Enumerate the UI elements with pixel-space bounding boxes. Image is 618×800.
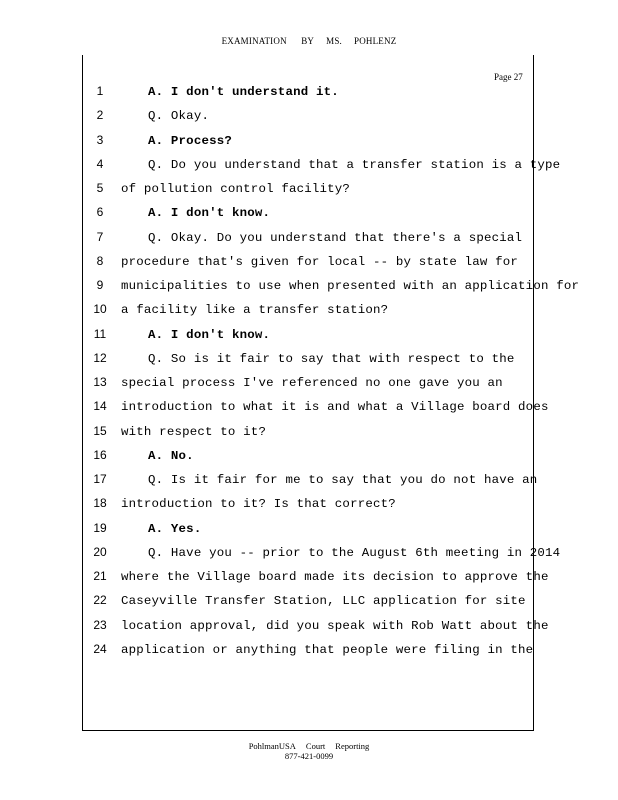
transcript-line xyxy=(0,472,618,496)
transcript-line xyxy=(0,399,618,423)
line-text: introduction to it? Is that correct? xyxy=(121,497,396,512)
page-footer xyxy=(0,741,618,761)
line-number: 1 xyxy=(96,84,104,98)
transcript-line xyxy=(0,545,618,569)
page-number: Page 27 xyxy=(494,72,523,82)
line-number: 13 xyxy=(93,375,107,389)
line-text: municipalities to use when presented with an application for xyxy=(121,279,580,293)
line-text: Q. Okay. xyxy=(148,109,210,124)
line-number: 5 xyxy=(96,181,104,195)
line-text: of pollution control facility? xyxy=(121,182,351,196)
line-number: 11 xyxy=(93,326,107,341)
line-text: A. Process? xyxy=(148,133,232,148)
line-number: 21 xyxy=(93,569,107,583)
line-number: 24 xyxy=(93,641,107,656)
line-number: 22 xyxy=(93,593,107,608)
footer-reporting: Reporting xyxy=(335,741,370,751)
line-number: 20 xyxy=(93,544,107,559)
line-number: 9 xyxy=(96,278,104,292)
line-number: 10 xyxy=(93,302,107,317)
transcript-line xyxy=(0,181,618,205)
line-number: 8 xyxy=(96,253,104,268)
transcript-line xyxy=(0,302,618,326)
line-number: 4 xyxy=(96,156,104,171)
line-number: 16 xyxy=(93,447,107,462)
line-number: 17 xyxy=(93,472,107,486)
page-header xyxy=(0,36,618,46)
transcript-line xyxy=(0,618,618,642)
line-number: 18 xyxy=(93,496,107,511)
line-text: Q. So is it fair to say that with respect to the xyxy=(148,351,515,366)
transcript-line xyxy=(0,84,618,108)
line-number: 3 xyxy=(96,132,104,147)
transcript-line xyxy=(0,278,618,302)
transcript-line xyxy=(0,327,618,351)
line-number: 7 xyxy=(96,229,104,244)
transcript-line xyxy=(0,254,618,278)
line-text: introduction to what it is and what a Village board does xyxy=(121,400,549,415)
line-text: where the Village board made its decision to approve the xyxy=(121,570,549,584)
header-by: BY xyxy=(301,36,315,46)
line-text: A. I don't know. xyxy=(148,327,271,342)
line-text: location approval, did you speak with Rob Watt about the xyxy=(121,618,549,633)
transcript-line xyxy=(0,593,618,617)
line-text: A. I don't understand it. xyxy=(148,85,339,99)
footer-court: Court xyxy=(305,741,326,751)
line-text: A. I don't know. xyxy=(148,206,271,221)
transcript-line xyxy=(0,375,618,399)
line-number: 14 xyxy=(93,399,107,414)
line-text: Q. Do you understand that a transfer station is a type xyxy=(148,157,561,172)
line-number: 6 xyxy=(96,205,104,220)
line-text: A. No. xyxy=(148,448,194,463)
line-text: special process I've referenced no one gave you an xyxy=(121,376,503,390)
line-text: a facility like a transfer station? xyxy=(121,303,389,318)
line-text: Q. Have you -- prior to the August 6th meeting in 2014 xyxy=(148,545,561,560)
line-number: 23 xyxy=(93,617,107,632)
line-text: Q. Is it fair for me to say that you do not have an xyxy=(148,473,538,487)
line-text: A. Yes. xyxy=(148,521,202,536)
line-text: application or anything that people were filing in the xyxy=(121,642,534,657)
transcript-line xyxy=(0,424,618,448)
line-text: with respect to it? xyxy=(121,424,267,439)
transcript-line xyxy=(0,230,618,254)
transcript-line xyxy=(0,205,618,229)
transcript-line xyxy=(0,642,618,666)
transcript-line xyxy=(0,108,618,132)
line-number: 15 xyxy=(93,423,107,438)
line-number: 19 xyxy=(93,520,107,535)
transcript-line xyxy=(0,157,618,181)
transcript-line xyxy=(0,351,618,375)
transcript-line xyxy=(0,521,618,545)
line-number: 2 xyxy=(96,108,104,123)
transcript-line xyxy=(0,496,618,520)
footer-phone: 877-421-0099 xyxy=(284,751,334,761)
footer-company: PohlmanUSA xyxy=(248,741,296,751)
header-name: POHLENZ xyxy=(354,36,397,46)
transcript-line xyxy=(0,569,618,593)
line-text: Caseyville Transfer Station, LLC application for site xyxy=(121,594,526,609)
header-examination: EXAMINATION xyxy=(221,36,287,46)
line-text: procedure that's given for local -- by state law for xyxy=(121,254,519,269)
header-ms: MS. xyxy=(326,36,342,46)
line-text: Q. Okay. Do you understand that there's a special xyxy=(148,230,523,245)
transcript-line xyxy=(0,133,618,157)
transcript-line xyxy=(0,448,618,472)
line-number: 12 xyxy=(93,350,107,365)
